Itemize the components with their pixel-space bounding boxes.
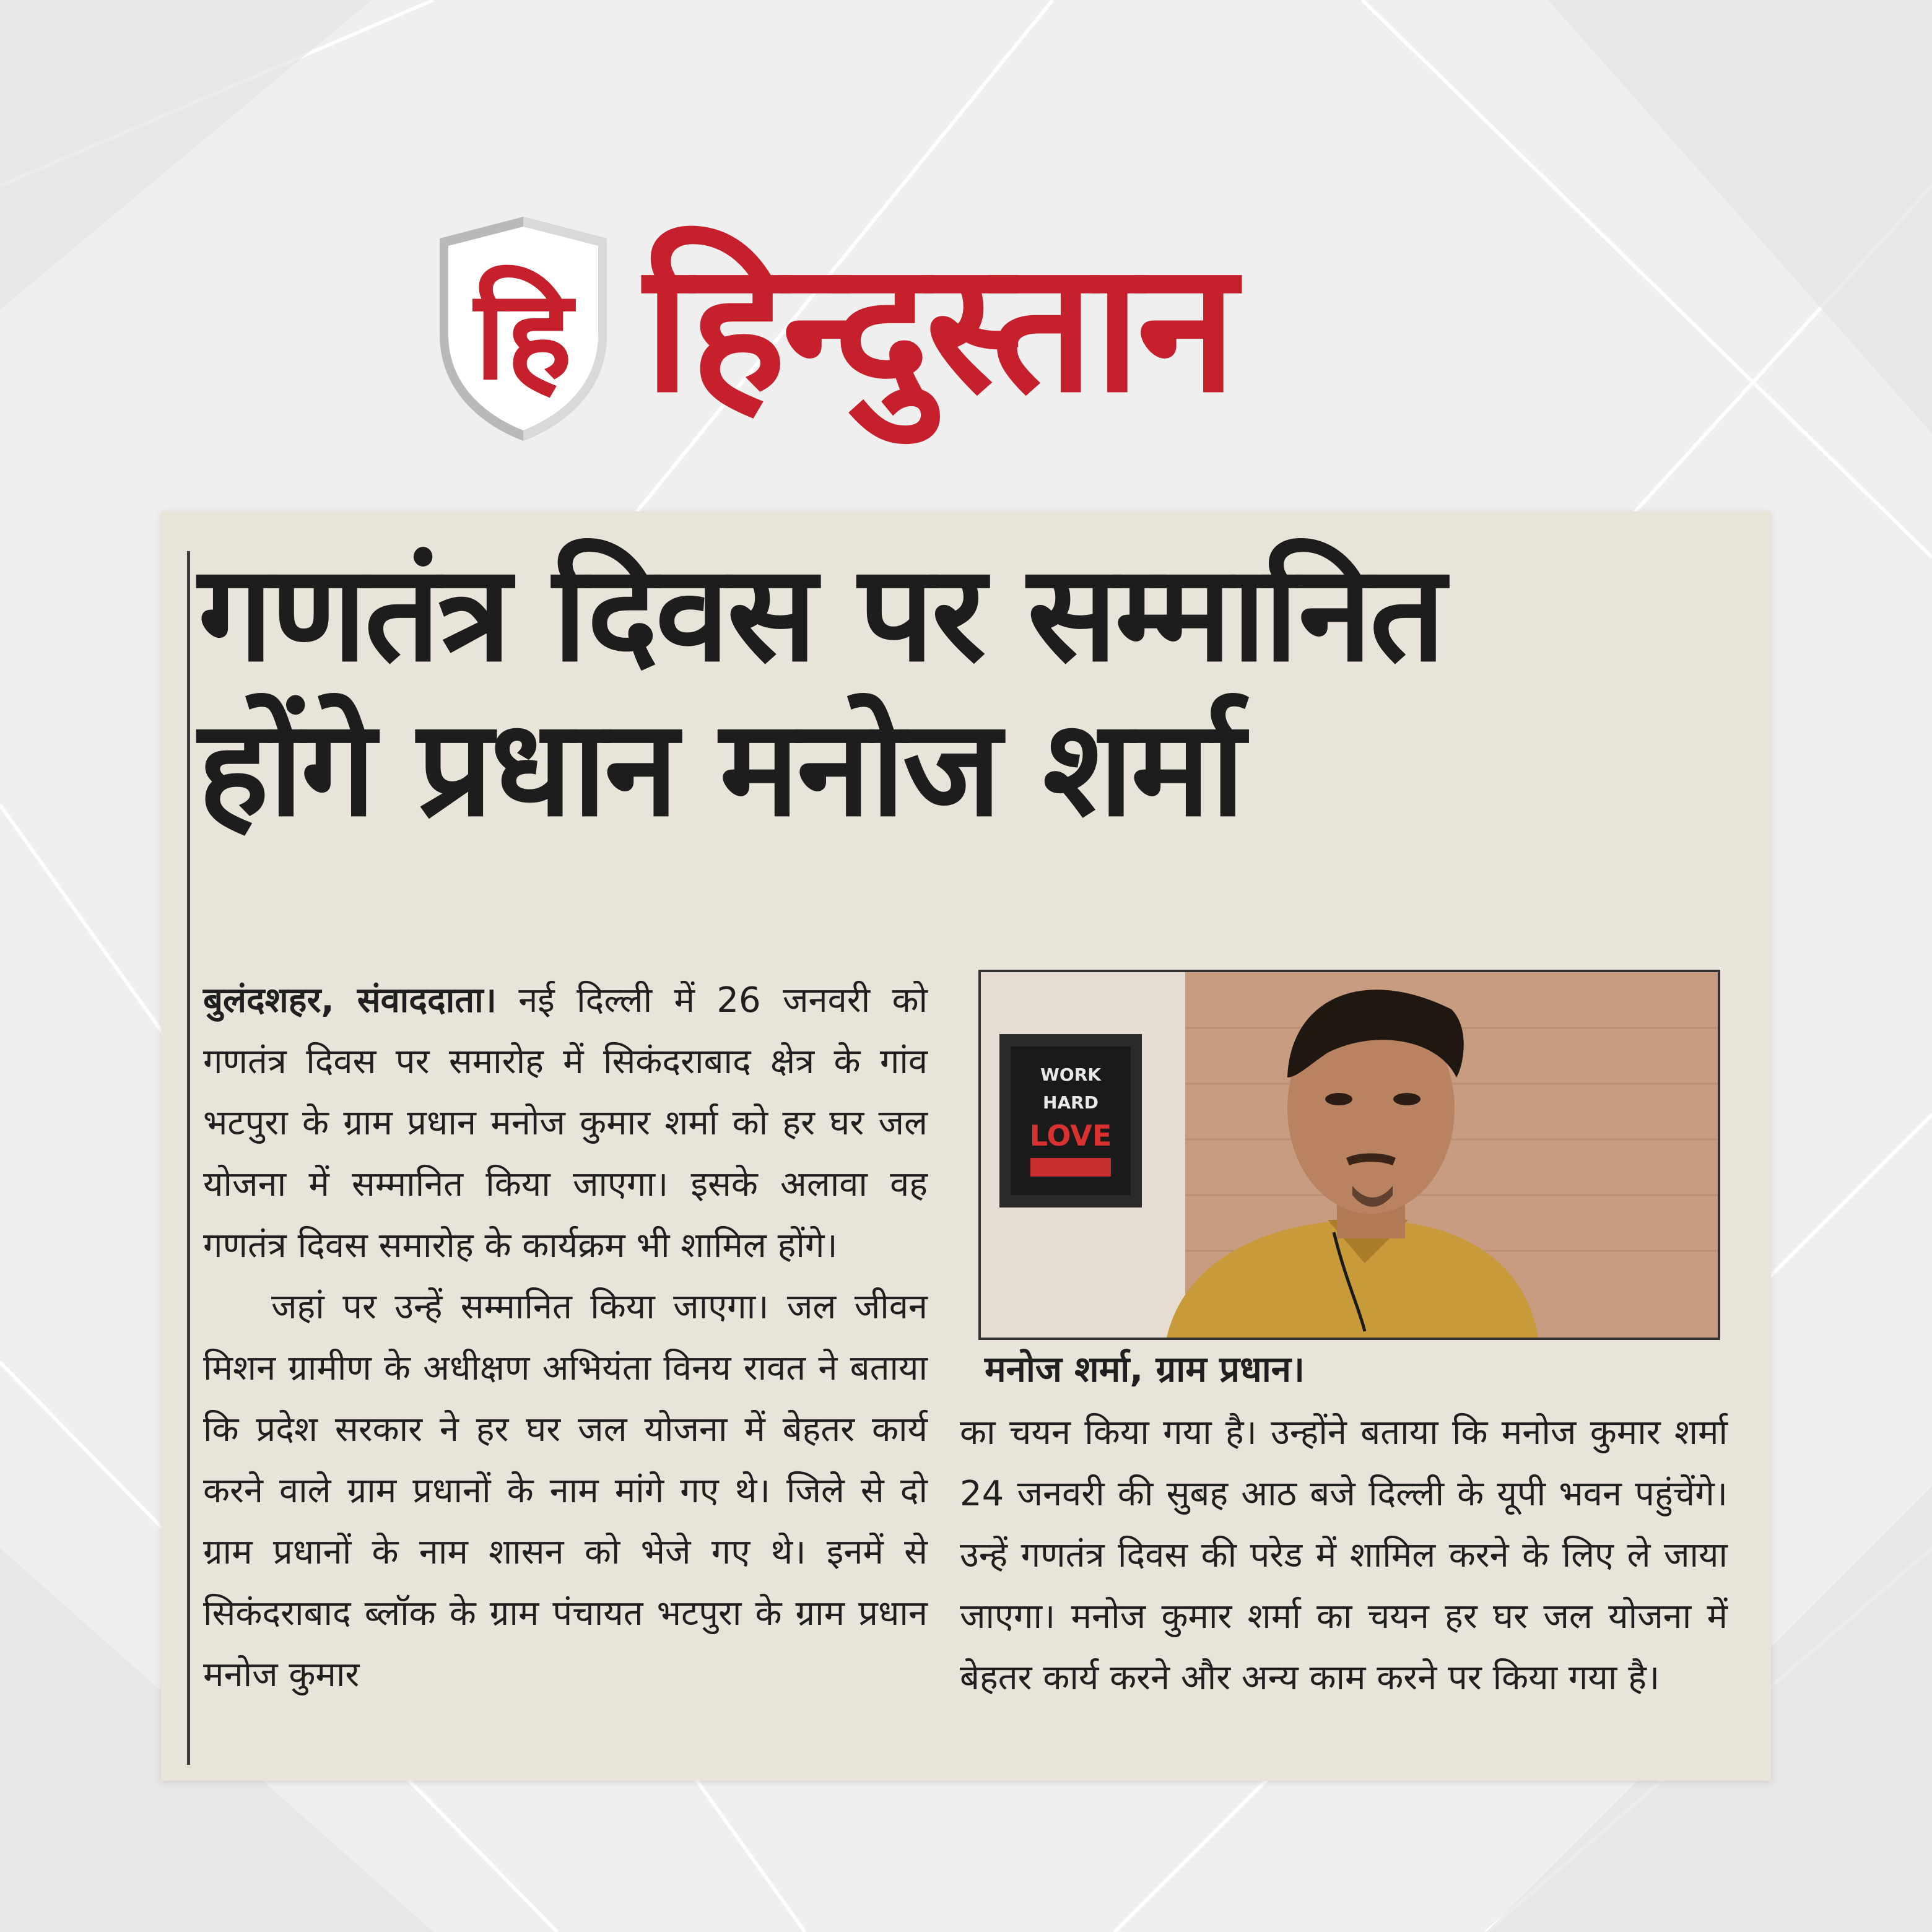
- paragraph-1-text: नई दिल्ली में 26 जनवरी को गणतंत्र दिवस पर समारोह में सिकंदराबाद क्षेत्र के गांव भटपुरा के ग्राम प्रधान मनोज कुमार शर्मा को हर घर जल योजना में सम्मानित किया जाएगा। इसके अलावा वह गणतंत्र दिवस समारोह के कार्यक्रम भी शामिल होंगे।: [203, 980, 928, 1266]
- paragraph-1: [203, 970, 928, 1276]
- headline: [198, 536, 1759, 846]
- headline-line-2: होंगे प्रधान मनोज शर्मा: [198, 690, 1243, 846]
- sign-text-2: HARD: [1043, 1092, 1099, 1113]
- article-column-left: [203, 970, 928, 1705]
- newspaper-clipping: [161, 511, 1771, 1781]
- brand-name: हिन्दुस्तान: [644, 224, 1233, 432]
- paragraph-2: जहां पर उन्हें सम्मानित किया जाएगा। जल जीवन मिशन ग्रामीण के अधीक्षण अभियंता विनय रावत ने बताया कि प्रदेश सरकार ने हर घर जल योजना में बेहतर कार्य करने वाले ग्राम प्रधानों के नाम मांगे गए थे। जिले से दो ग्राम प्रधानों के नाम शासन को भेजे गए थे। इनमें से सिकंदराबाद ब्लॉक के ग्राम पंचायत भटपुरा के ग्राम प्रधान मनोज कुमार: [203, 1287, 928, 1695]
- sign-text-3: LOVE: [1029, 1119, 1112, 1152]
- headline-line-1: गणतंत्र दिवस पर सम्मानित: [198, 536, 1443, 691]
- masthead: [433, 211, 1499, 446]
- column-rule: [187, 551, 190, 1765]
- byline: बुलंदशहर, संवाददाता।: [203, 980, 497, 1020]
- shield-logo: [433, 211, 613, 446]
- article-photo: [978, 970, 1720, 1340]
- article-column-right: [960, 1402, 1728, 1708]
- logo-letter: हि: [474, 263, 573, 407]
- sign-text-1: WORK: [1040, 1064, 1101, 1085]
- paragraph-3: का चयन किया गया है। उन्होंने बताया कि मनोज कुमार शर्मा 24 जनवरी की सुबह आठ बजे दिल्ली के यूपी भवन पहुंचेंगे। उन्हें गणतंत्र दिवस की परेड में शामिल करने के लिए ले जाया जाएगा। मनोज कुमार शर्मा का चयन हर घर जल योजना में बेहतर कार्य करने और अन्य काम करने पर किया गया है।: [960, 1412, 1728, 1698]
- photo-caption: मनोज शर्मा, ग्राम प्रधान।: [985, 1348, 1305, 1390]
- portrait-image: [981, 972, 1718, 1338]
